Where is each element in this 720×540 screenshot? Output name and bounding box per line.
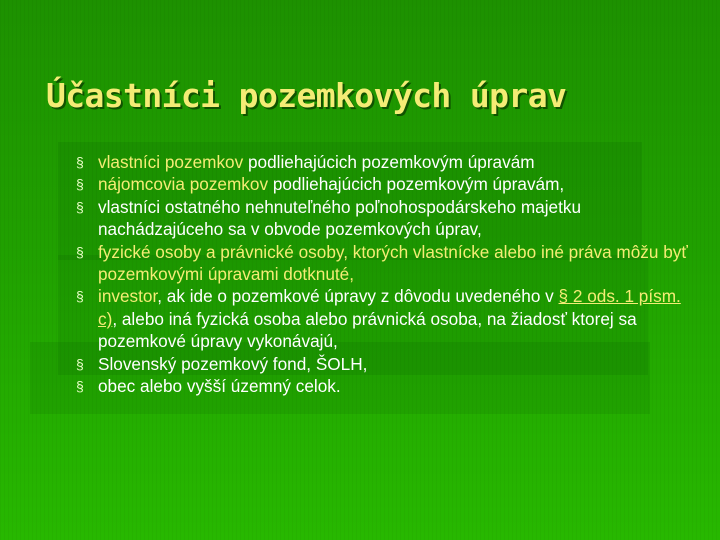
section-bullet-icon: § [76,355,84,372]
participant-text-segment: nájomcovia pozemkov [98,174,269,195]
participant-list-item [76,151,696,173]
participant-list-item [76,241,696,286]
participant-text-segment: podliehajúcich pozemkovým úpravám [243,152,535,172]
participant-text-segment: fyzické osoby a právnické osoby, ktorých vlastnícke alebo iné práva môžu byť pozemkovými úpravami dotknuté, [98,241,688,285]
section-bullet-icon: § [76,288,84,305]
section-bullet-icon: § [76,198,84,215]
section-bullet-icon: § [76,243,84,260]
participant-text-segment: obec alebo vyšší územný celok. [98,376,341,397]
participant-list-item [76,285,696,352]
section-bullet-icon: § [76,378,84,395]
section-bullet-icon: § [76,154,84,170]
participant-list-item [76,173,696,195]
participant-list-item [76,375,696,397]
legal-reference-link[interactable]: § 2 ods. 1 písm. c) [98,286,681,329]
slide-title: Účastníci pozemkových úprav [46,76,567,116]
participant-text-segment: , alebo iná fyzická osoba alebo právnická osoba, na žiadosť ktorej sa pozemkové úpravy vykonávajú, [98,308,637,352]
participant-list-item [76,353,696,375]
participant-text-segment: vlastníci pozemkov [98,152,244,172]
participant-text-segment: , ak ide o pozemkové úpravy z dôvodu uvedeného v [157,286,559,307]
participant-text-segment: Slovenský pozemkový fond, ŠOLH, [98,353,368,374]
participant-list-item [76,196,696,241]
participant-list [76,151,696,397]
participant-text-segment: investor [98,286,158,307]
participant-text-segment: vlastníci ostatného nehnuteľného poľnohospodárskeho majetku nachádzajúceho sa v obvode pozemkových úprav, [98,196,582,240]
participant-text-segment: podliehajúcich pozemkovým úpravám, [268,174,565,195]
section-bullet-icon: § [76,176,84,193]
